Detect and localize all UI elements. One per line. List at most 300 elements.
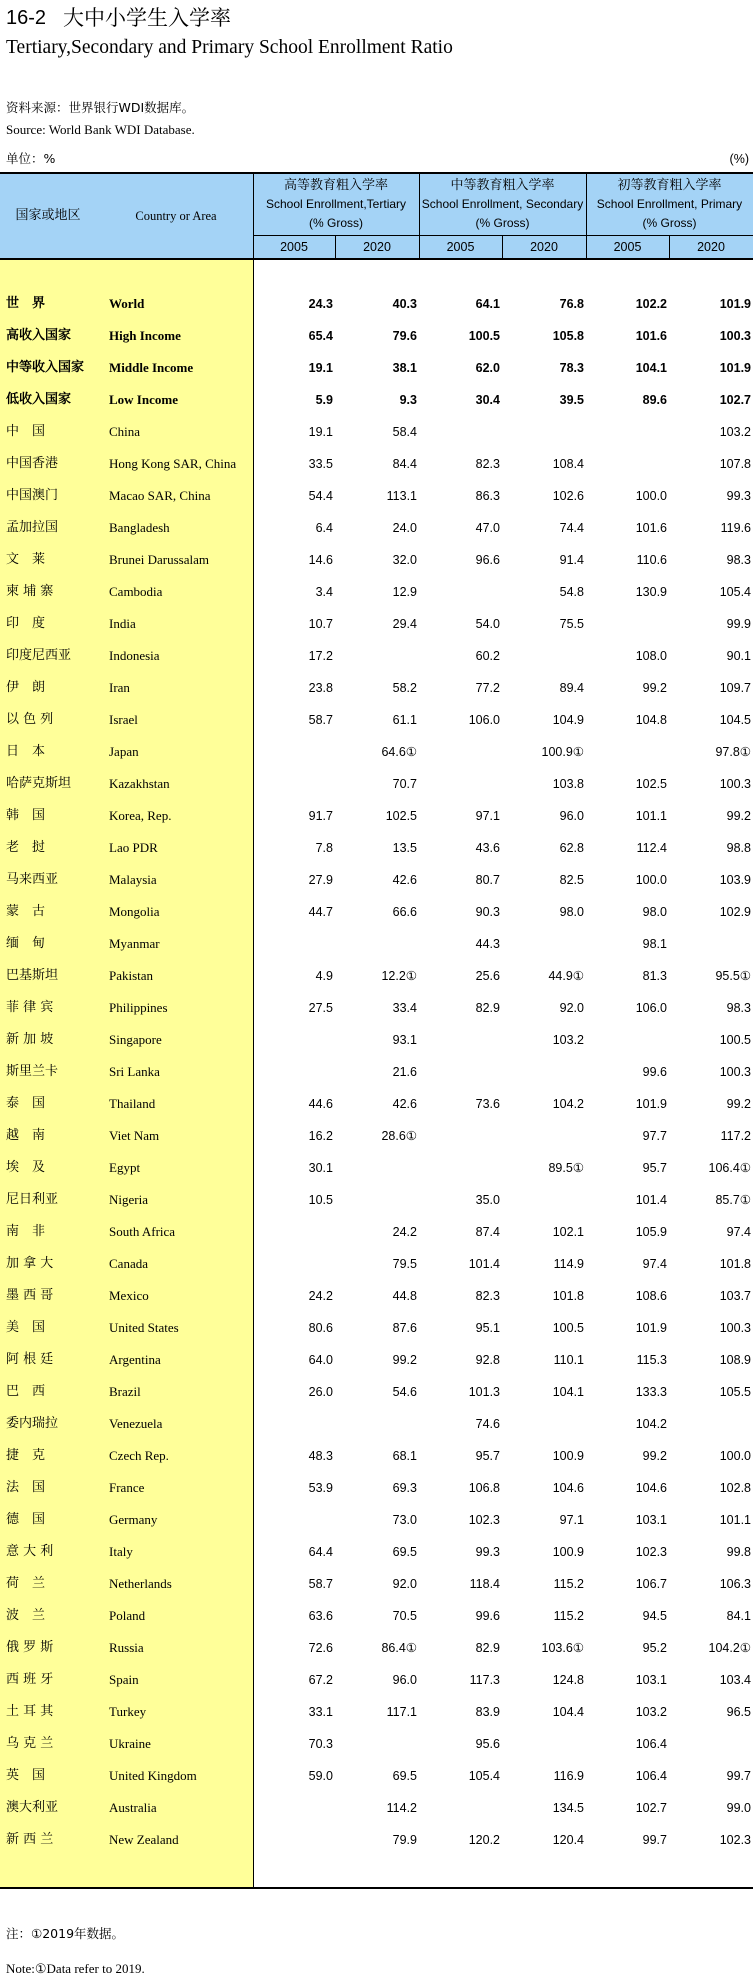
primary-2020-cell	[669, 928, 753, 960]
country-name-en: Kazakhstan	[109, 776, 170, 791]
table-row	[0, 1408, 753, 1440]
primary-2020-cell: 107.8	[719, 457, 751, 471]
country-name-cn: 越 南	[6, 1128, 46, 1143]
secondary-2005-cell	[419, 576, 502, 608]
table-row	[0, 1312, 753, 1344]
primary-2020-cell: 109.7	[719, 681, 751, 695]
primary-2020-cell: 100.5	[719, 1033, 751, 1047]
primary-2005-cell: 104.6	[635, 1481, 667, 1495]
table-row	[0, 1696, 753, 1728]
tertiary-2005-cell	[253, 1824, 335, 1856]
primary-2020-cell: 108.9	[719, 1353, 751, 1367]
country-name-cn: 土 耳 其	[6, 1704, 54, 1719]
table-row	[0, 1568, 753, 1600]
country-name-en: Mongolia	[109, 904, 160, 919]
country-name-cn: 中 国	[6, 424, 46, 439]
primary-2005-cell: 104.1	[635, 361, 667, 375]
tertiary-2005-cell	[253, 1024, 335, 1056]
country-name-cn: 埃 及	[6, 1160, 46, 1175]
primary-2005-cell: 110.6	[636, 553, 667, 567]
secondary-2005-cell: 60.2	[475, 649, 500, 663]
tertiary-2020-cell: 21.6	[392, 1065, 417, 1079]
primary-2020-cell: 100.3	[719, 329, 751, 343]
country-name-en: Egypt	[109, 1160, 141, 1175]
tertiary-2020-cell: 93.1	[392, 1033, 417, 1047]
secondary-2020-cell: 108.4	[552, 457, 584, 471]
country-name-cn: 蒙 古	[6, 904, 46, 919]
primary-2020-cell: 101.1	[719, 1513, 751, 1527]
primary-2005-cell: 104.8	[635, 713, 667, 727]
country-name-en: Pakistan	[109, 968, 154, 983]
secondary-2020-cell: 103.8	[552, 777, 584, 791]
table-row	[0, 768, 753, 800]
primary-2005-cell: 102.2	[635, 297, 667, 311]
table-row	[0, 640, 753, 672]
secondary-2020-cell: 102.6	[552, 489, 584, 503]
tertiary-2005-cell: 58.7	[308, 1577, 333, 1591]
secondary-2005-cell: 92.8	[475, 1353, 500, 1367]
primary-2020-cell: 106.4①	[708, 1161, 751, 1175]
year-divider	[335, 235, 336, 258]
primary-2005-cell: 99.2	[642, 1449, 667, 1463]
country-name-en: Cambodia	[109, 584, 163, 599]
secondary-2005-cell: 44.3	[475, 937, 500, 951]
table-row	[0, 832, 753, 864]
year-label-primary-2020: 2020	[697, 240, 725, 254]
country-name-cn: 印 度	[6, 616, 46, 631]
country-name-cn: 尼日利亚	[6, 1192, 59, 1207]
country-name-en: High Income	[109, 328, 181, 343]
primary-2005-cell: 99.6	[642, 1065, 667, 1079]
primary-2005-cell: 100.0	[635, 873, 667, 887]
secondary-2005-cell: 120.2	[468, 1833, 500, 1847]
secondary-2020-cell	[502, 1184, 586, 1216]
group-title-en: School Enrollment, Secondary	[421, 197, 584, 211]
secondary-2005-cell: 106.0	[468, 713, 500, 727]
country-name-en: Australia	[109, 1800, 157, 1815]
tertiary-2020-cell: 87.6	[392, 1321, 417, 1335]
table-row	[0, 736, 753, 768]
country-name-en: Poland	[109, 1608, 146, 1623]
primary-2005-cell: 99.2	[642, 681, 667, 695]
primary-2005-cell: 103.1	[635, 1513, 667, 1527]
table-row	[0, 896, 753, 928]
group-header-primary	[586, 176, 753, 233]
secondary-2005-cell: 105.4	[468, 1769, 500, 1783]
secondary-2005-cell	[419, 1056, 502, 1088]
secondary-2020-cell: 124.8	[552, 1673, 584, 1687]
secondary-2020-cell	[502, 416, 586, 448]
table-row	[0, 672, 753, 704]
tertiary-2020-cell: 79.5	[392, 1257, 417, 1271]
country-name-cn: 泰 国	[6, 1096, 46, 1111]
tertiary-2020-cell: 32.0	[392, 553, 417, 567]
tertiary-2020-cell: 69.5	[392, 1769, 417, 1783]
primary-2020-cell: 100.3	[719, 1321, 751, 1335]
country-name-en: Singapore	[109, 1032, 162, 1047]
secondary-2005-cell	[419, 1152, 502, 1184]
primary-2020-cell: 98.8	[726, 841, 751, 855]
primary-2005-cell: 104.2	[635, 1417, 667, 1431]
secondary-2005-cell: 80.7	[475, 873, 500, 887]
tertiary-2005-cell: 19.1	[308, 425, 333, 439]
primary-2005-cell: 97.4	[642, 1257, 667, 1271]
country-name-cn: 巴 西	[6, 1384, 46, 1399]
primary-2020-cell: 99.7	[726, 1769, 751, 1783]
primary-2005-cell: 100.0	[635, 489, 667, 503]
country-name-en: Low Income	[109, 392, 178, 407]
country-name-en: Venezuela	[109, 1416, 163, 1431]
secondary-2020-cell: 96.0	[559, 809, 584, 823]
tertiary-2020-cell: 40.3	[392, 297, 417, 311]
tertiary-2005-cell	[253, 1504, 335, 1536]
country-name-cn: 澳大利亚	[6, 1800, 59, 1815]
secondary-2020-cell: 104.2	[552, 1097, 584, 1111]
primary-2005-cell: 99.7	[642, 1833, 667, 1847]
primary-2020-cell: 98.3	[726, 1001, 751, 1015]
tertiary-2005-cell: 72.6	[308, 1641, 333, 1655]
secondary-2020-cell: 105.8	[552, 329, 584, 343]
tertiary-2020-cell	[335, 1408, 419, 1440]
primary-2005-cell	[586, 448, 669, 480]
table-row	[0, 992, 753, 1024]
tertiary-2005-cell: 58.7	[308, 713, 333, 727]
tertiary-2005-cell: 30.1	[308, 1161, 333, 1175]
secondary-2020-cell: 76.8	[559, 297, 584, 311]
group-unit: (% Gross)	[475, 216, 530, 230]
tertiary-2005-cell	[253, 1248, 335, 1280]
primary-2020-cell: 101.9	[719, 361, 751, 375]
country-name-cn: 印度尼西亚	[6, 648, 72, 663]
secondary-2005-cell: 86.3	[475, 489, 500, 503]
secondary-2020-cell: 114.9	[553, 1257, 584, 1271]
country-name-en: Indonesia	[109, 648, 160, 663]
primary-2005-cell: 103.2	[635, 1705, 667, 1719]
secondary-2020-cell: 110.1	[553, 1353, 584, 1367]
tertiary-2020-cell: 61.1	[392, 713, 417, 727]
tertiary-2020-cell: 29.4	[392, 617, 417, 631]
secondary-2020-cell: 75.5	[559, 617, 584, 631]
secondary-2020-cell: 115.2	[553, 1577, 584, 1591]
secondary-2020-cell: 97.1	[559, 1513, 584, 1527]
primary-2005-cell: 102.3	[635, 1545, 667, 1559]
tertiary-2005-cell	[253, 768, 335, 800]
tertiary-2005-cell: 10.7	[308, 617, 333, 631]
table-row	[0, 448, 753, 480]
country-name-cn: 墨 西 哥	[6, 1288, 54, 1303]
secondary-2005-cell: 82.3	[475, 1289, 500, 1303]
primary-2020-cell: 103.7	[719, 1289, 751, 1303]
year-row-rule	[253, 235, 753, 236]
table-row	[0, 1056, 753, 1088]
table-row	[0, 704, 753, 736]
country-name-cn: 加 拿 大	[6, 1256, 54, 1271]
tertiary-2005-cell: 33.5	[308, 457, 333, 471]
primary-2020-cell: 102.9	[719, 905, 751, 919]
primary-2005-cell: 108.0	[635, 649, 667, 663]
primary-2020-cell: 95.5①	[715, 969, 751, 983]
country-name-cn: 荷 兰	[6, 1576, 46, 1591]
tertiary-2020-cell: 24.2	[392, 1225, 417, 1239]
secondary-2005-cell: 74.6	[475, 1417, 500, 1431]
primary-2005-cell: 106.4	[635, 1737, 667, 1751]
primary-2020-cell: 96.5	[726, 1705, 751, 1719]
group-divider	[586, 174, 587, 258]
primary-2020-cell: 97.8①	[715, 745, 751, 759]
secondary-2005-cell: 90.3	[475, 905, 500, 919]
country-name-en: Czech Rep.	[109, 1448, 169, 1463]
primary-2005-cell: 101.9	[635, 1321, 667, 1335]
country-name-cn: 文 莱	[6, 552, 46, 567]
group-unit: (% Gross)	[642, 216, 697, 230]
secondary-2005-cell: 97.1	[475, 809, 500, 823]
secondary-2020-cell: 104.1	[552, 1385, 584, 1399]
country-name-cn: 以 色 列	[6, 712, 54, 727]
country-name-cn: 意 大 利	[6, 1544, 54, 1559]
primary-2005-cell: 106.4	[635, 1769, 667, 1783]
secondary-2005-cell: 82.9	[475, 1641, 500, 1655]
tertiary-2005-cell: 23.8	[308, 681, 333, 695]
primary-2020-cell: 117.2	[720, 1129, 751, 1143]
primary-2005-cell: 101.6	[635, 329, 667, 343]
tertiary-2005-cell: 6.4	[315, 521, 333, 535]
tertiary-2005-cell: 48.3	[308, 1449, 333, 1463]
country-name-en: Hong Kong SAR, China	[109, 456, 237, 471]
tertiary-2005-cell: 10.5	[308, 1193, 333, 1207]
table-row	[0, 1184, 753, 1216]
tertiary-2005-cell: 24.3	[308, 297, 333, 311]
primary-2020-cell: 102.3	[719, 1833, 751, 1847]
secondary-2020-cell: 101.8	[552, 1289, 584, 1303]
table-row	[0, 1440, 753, 1472]
tertiary-2020-cell	[335, 1184, 419, 1216]
secondary-2020-cell: 82.5	[559, 873, 584, 887]
tertiary-2005-cell: 3.4	[315, 585, 333, 599]
primary-2020-cell	[669, 1728, 753, 1760]
secondary-2020-cell: 54.8	[559, 585, 584, 599]
country-name-cn: 阿 根 廷	[6, 1352, 54, 1367]
tertiary-2005-cell: 5.9	[315, 393, 333, 407]
country-name-en: Malaysia	[109, 872, 157, 887]
secondary-2020-cell: 134.5	[552, 1801, 584, 1815]
tertiary-2020-cell: 58.4	[392, 425, 417, 439]
country-name-en: Spain	[109, 1672, 139, 1687]
tertiary-2005-cell: 80.6	[308, 1321, 333, 1335]
tertiary-2020-cell: 69.5	[392, 1545, 417, 1559]
country-name-en: Canada	[109, 1256, 148, 1271]
year-divider	[669, 235, 670, 258]
footnote-cn: 注：①2019年数据。	[6, 1926, 125, 1941]
tertiary-2020-cell	[335, 928, 419, 960]
table-body	[0, 288, 753, 1856]
tertiary-2020-cell: 117.1	[386, 1705, 417, 1719]
footnote-en: Note:①Data refer to 2019.	[6, 1961, 145, 1976]
source-note-en: Source: World Bank WDI Database.	[6, 122, 195, 137]
secondary-2020-cell: 78.3	[559, 361, 584, 375]
secondary-2020-cell: 103.2	[552, 1033, 584, 1047]
secondary-2005-cell: 54.0	[475, 617, 500, 631]
country-name-en: Germany	[109, 1512, 158, 1527]
primary-2005-cell: 102.7	[635, 1801, 667, 1815]
primary-2020-cell: 103.9	[719, 873, 751, 887]
country-name-en: Viet Nam	[109, 1128, 160, 1143]
tertiary-2020-cell: 33.4	[392, 1001, 417, 1015]
table-row	[0, 1024, 753, 1056]
secondary-2005-cell: 101.3	[468, 1385, 500, 1399]
group-title-cn: 高等教育粗入学率	[283, 178, 388, 193]
group-title-en: School Enrollment,Tertiary	[265, 197, 407, 211]
year-label-primary-2005: 2005	[613, 240, 642, 254]
country-name-en: France	[109, 1480, 145, 1495]
country-name-cn: 低收入国家	[6, 392, 72, 407]
primary-2005-cell: 108.6	[635, 1289, 667, 1303]
primary-2020-cell: 101.9	[719, 297, 751, 311]
country-name-en: United States	[109, 1320, 179, 1335]
country-name-cn: 巴基斯坦	[6, 968, 59, 983]
tertiary-2005-cell: 44.7	[308, 905, 333, 919]
group-header-secondary	[419, 176, 586, 233]
tertiary-2020-cell: 102.5	[385, 809, 417, 823]
primary-2005-cell: 97.7	[642, 1129, 667, 1143]
tertiary-2020-cell: 12.2①	[381, 969, 417, 983]
tertiary-2005-cell: 53.9	[308, 1481, 333, 1495]
secondary-2020-cell: 102.1	[552, 1225, 584, 1239]
primary-2005-cell: 115.3	[636, 1353, 667, 1367]
country-name-en: World	[109, 296, 145, 311]
secondary-2020-cell: 104.9	[552, 713, 584, 727]
table-row	[0, 512, 753, 544]
table-row	[0, 608, 753, 640]
country-name-cn: 英 国	[6, 1768, 46, 1783]
secondary-2020-cell: 120.4	[552, 1833, 584, 1847]
secondary-2005-cell: 83.9	[475, 1705, 500, 1719]
country-name-cn: 缅 甸	[6, 936, 46, 951]
tertiary-2005-cell	[253, 1408, 335, 1440]
country-name-en: Argentina	[109, 1352, 161, 1367]
country-name-cn: 高收入国家	[6, 328, 72, 343]
tertiary-2005-cell	[253, 928, 335, 960]
primary-2020-cell: 99.9	[726, 617, 751, 631]
primary-2005-cell: 98.1	[642, 937, 667, 951]
tertiary-2005-cell: 91.7	[308, 809, 333, 823]
secondary-2005-cell: 96.6	[475, 553, 500, 567]
secondary-2020-cell	[502, 640, 586, 672]
secondary-2005-cell: 95.1	[475, 1321, 500, 1335]
primary-2005-cell: 101.6	[635, 521, 667, 535]
tertiary-2020-cell: 86.4①	[381, 1641, 417, 1655]
country-name-en: Brunei Darussalam	[109, 552, 210, 567]
country-name-en: Korea, Rep.	[109, 808, 172, 823]
secondary-2005-cell	[419, 1792, 502, 1824]
secondary-2005-cell: 106.8	[468, 1481, 500, 1495]
primary-2005-cell: 94.5	[642, 1609, 667, 1623]
tertiary-2005-cell: 64.0	[308, 1353, 333, 1367]
country-name-en: Turkey	[109, 1704, 147, 1719]
tertiary-2020-cell: 99.2	[392, 1353, 417, 1367]
secondary-2020-cell: 44.9①	[548, 969, 584, 983]
country-name-en: Nigeria	[109, 1192, 148, 1207]
country-name-cn: 新 西 兰	[6, 1832, 54, 1847]
country-name-cn: 韩 国	[6, 808, 46, 823]
tertiary-2020-cell: 92.0	[392, 1577, 417, 1591]
table-row	[0, 1280, 753, 1312]
table-number: 16-2	[6, 7, 47, 29]
country-name-en: China	[109, 424, 141, 439]
country-name-cn: 世 界	[6, 296, 46, 311]
tertiary-2005-cell	[253, 1792, 335, 1824]
tertiary-2005-cell: 4.9	[315, 969, 333, 983]
secondary-2005-cell: 73.6	[475, 1097, 500, 1111]
secondary-2020-cell: 100.9①	[541, 745, 584, 759]
tertiary-2005-cell: 27.9	[308, 873, 333, 887]
secondary-2020-cell: 98.0	[559, 905, 584, 919]
tertiary-2020-cell: 69.3	[392, 1481, 417, 1495]
tertiary-2005-cell: 54.4	[308, 489, 333, 503]
primary-2020-cell	[669, 1408, 753, 1440]
tertiary-2020-cell: 42.6	[392, 1097, 417, 1111]
tertiary-2005-cell: 33.1	[308, 1705, 333, 1719]
secondary-2005-cell: 77.2	[475, 681, 500, 695]
primary-2020-cell: 99.0	[726, 1801, 751, 1815]
tertiary-2020-cell	[335, 1152, 419, 1184]
header-country-cn: 国家或地区	[15, 208, 81, 223]
primary-2005-cell: 101.1	[635, 809, 667, 823]
year-divider	[502, 235, 503, 258]
tertiary-2005-cell: 24.2	[308, 1289, 333, 1303]
tertiary-2005-cell: 65.4	[308, 329, 333, 343]
primary-2005-cell	[586, 1024, 669, 1056]
group-header-tertiary	[253, 176, 419, 233]
table-row	[0, 1248, 753, 1280]
primary-2020-cell: 104.2①	[708, 1641, 751, 1655]
table-row	[0, 1344, 753, 1376]
country-name-cn: 法 国	[6, 1480, 46, 1495]
tertiary-2005-cell: 67.2	[308, 1673, 333, 1687]
primary-2020-cell: 119.6	[720, 521, 751, 535]
secondary-2005-cell	[419, 768, 502, 800]
secondary-2020-cell: 104.6	[552, 1481, 584, 1495]
table-row	[0, 1152, 753, 1184]
table-row	[0, 960, 753, 992]
tertiary-2005-cell: 27.5	[308, 1001, 333, 1015]
primary-2005-cell: 98.0	[642, 905, 667, 919]
country-name-cn: 老 挝	[6, 840, 46, 855]
table-row	[0, 1792, 753, 1824]
secondary-2020-cell: 39.5	[559, 393, 584, 407]
primary-2020-cell: 99.2	[726, 1097, 751, 1111]
primary-2020-cell: 103.2	[719, 425, 751, 439]
primary-2020-cell: 99.8	[726, 1545, 751, 1559]
primary-2020-cell: 102.8	[719, 1481, 751, 1495]
secondary-2020-cell: 89.5①	[548, 1161, 584, 1175]
secondary-2020-cell	[502, 928, 586, 960]
secondary-2005-cell	[419, 416, 502, 448]
tertiary-2020-cell: 73.0	[392, 1513, 417, 1527]
secondary-2020-cell	[502, 1120, 586, 1152]
country-name-en: New Zealand	[109, 1832, 179, 1847]
page-title-en: Tertiary,Secondary and Primary School Enrollment Ratio	[6, 37, 453, 58]
primary-2020-cell: 98.3	[726, 553, 751, 567]
secondary-2005-cell: 82.3	[475, 457, 500, 471]
primary-2005-cell: 103.1	[635, 1673, 667, 1687]
secondary-2020-cell: 100.5	[552, 1321, 584, 1335]
aggregate-row	[0, 384, 753, 416]
country-name-cn: 西 班 牙	[6, 1672, 54, 1687]
group-title-cn: 中等教育粗入学率	[450, 178, 555, 193]
country-name-en: Thailand	[109, 1096, 156, 1111]
aggregate-row	[0, 288, 753, 320]
primary-2020-cell: 105.4	[719, 585, 751, 599]
